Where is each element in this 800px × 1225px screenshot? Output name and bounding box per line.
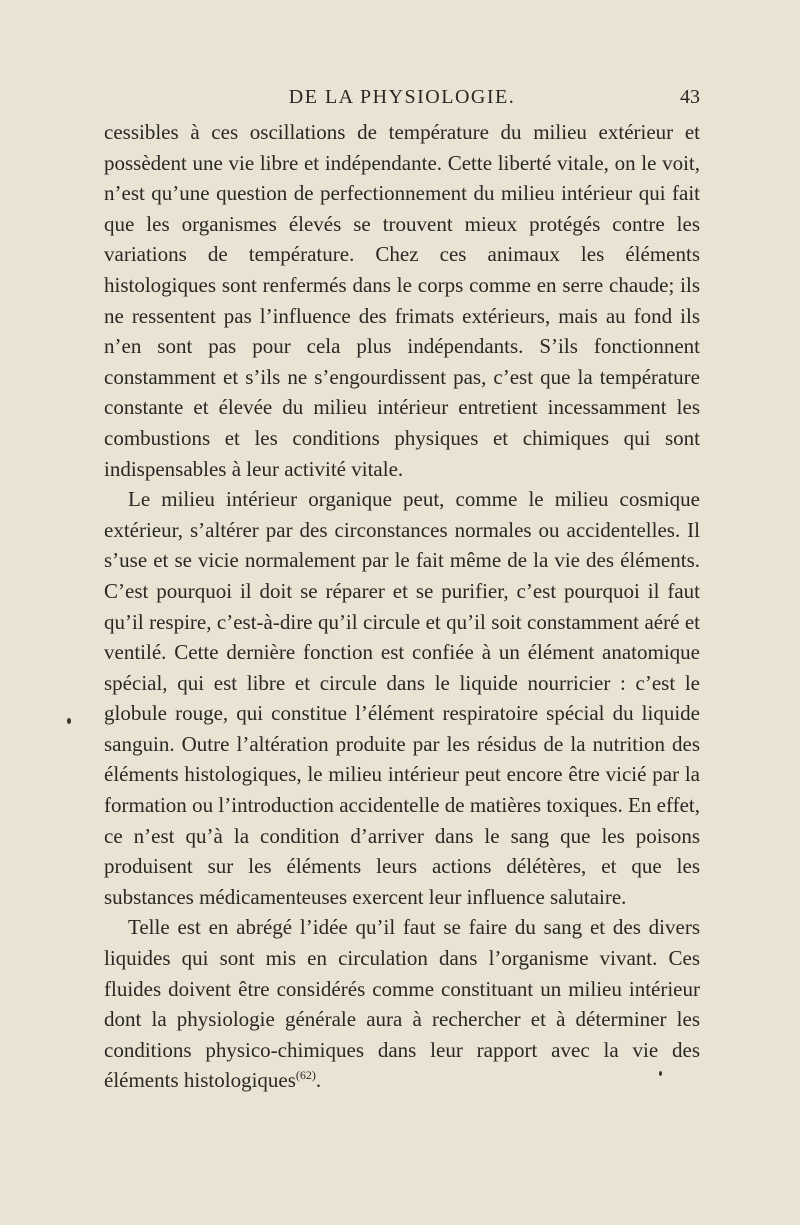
paragraph-3 <box>104 912 700 1096</box>
running-head <box>104 86 700 110</box>
body-text <box>104 117 700 1096</box>
ink-speck <box>659 1071 662 1076</box>
footnote-reference: (62) <box>295 1068 316 1083</box>
paragraph-3-end: . <box>315 1068 322 1093</box>
paragraph-1: cessibles à ces oscillations de température du milieu extérieur et possèdent une vie libre et indépendante. Cette liberté vitale, on le voit, n’est qu’une question de perfectionnement du milieu intérieur qui fait que les organismes élevés se trouvent mieux protégés contre les variations de température. Chez ces animaux les éléments histologiques sont renfermés dans le corps comme en serre chaude; ils ne ressentent pas l’influence des frimats extérieurs, mais au fond ils n’en sont pas pour cela plus indépendants. S’ils fonctionnent constamment et s’ils ne s’engourdissent pas, c’est que la température constante et élevée du milieu intérieur entretient incessamment les combustions et les conditions physiques et chimiques qui sont indispensables à leur activité vitale. <box>104 120 700 481</box>
ink-speck <box>67 718 71 724</box>
paragraph-2: Le milieu intérieur organique peut, comme le milieu cosmique extérieur, s’altérer par des circonstances normales ou accidentelles. Il s’use et se vicie normalement par le fait même de la vie des éléments. C’est pourquoi il doit se réparer et se purifier, c’est pourquoi il faut qu’il respire, c’est-à-dire qu’il circule et qu’il soit constamment aéré et ventilé. Cette dernière fonction est confiée à un élément anatomique spécial, qui est libre et circule dans le liquide nourricier : c’est le globule rouge, qui constitue l’élément respiratoire spécial du liquide sanguin. Outre l’altération produite par les résidus de la nutrition des éléments histologiques, le milieu intérieur peut encore être vicié par la formation ou l’introduction accidentelle de matières toxiques. En effet, ce n’est qu’à la condition d’arriver dans le sang que les poisons produisent sur les éléments leurs actions délétères, et que les substances médicamenteuses exercent leur influence salutaire. <box>104 487 700 909</box>
running-title: DE LA PHYSIOLOGIE. <box>288 86 516 108</box>
page-number: 43 <box>680 86 700 108</box>
paragraph-3-text: Telle est en abrégé l’idée qu’il faut se faire du sang et des divers liquides qui sont mis en circulation dans l’organisme vivant. Ces fluides doivent être considérés comme constituant un milieu intérieur dont la physiologie générale aura à rechercher et à déterminer les conditions physico-chimiques dans leur rapport avec la vie des éléments histologiques <box>104 915 700 1093</box>
